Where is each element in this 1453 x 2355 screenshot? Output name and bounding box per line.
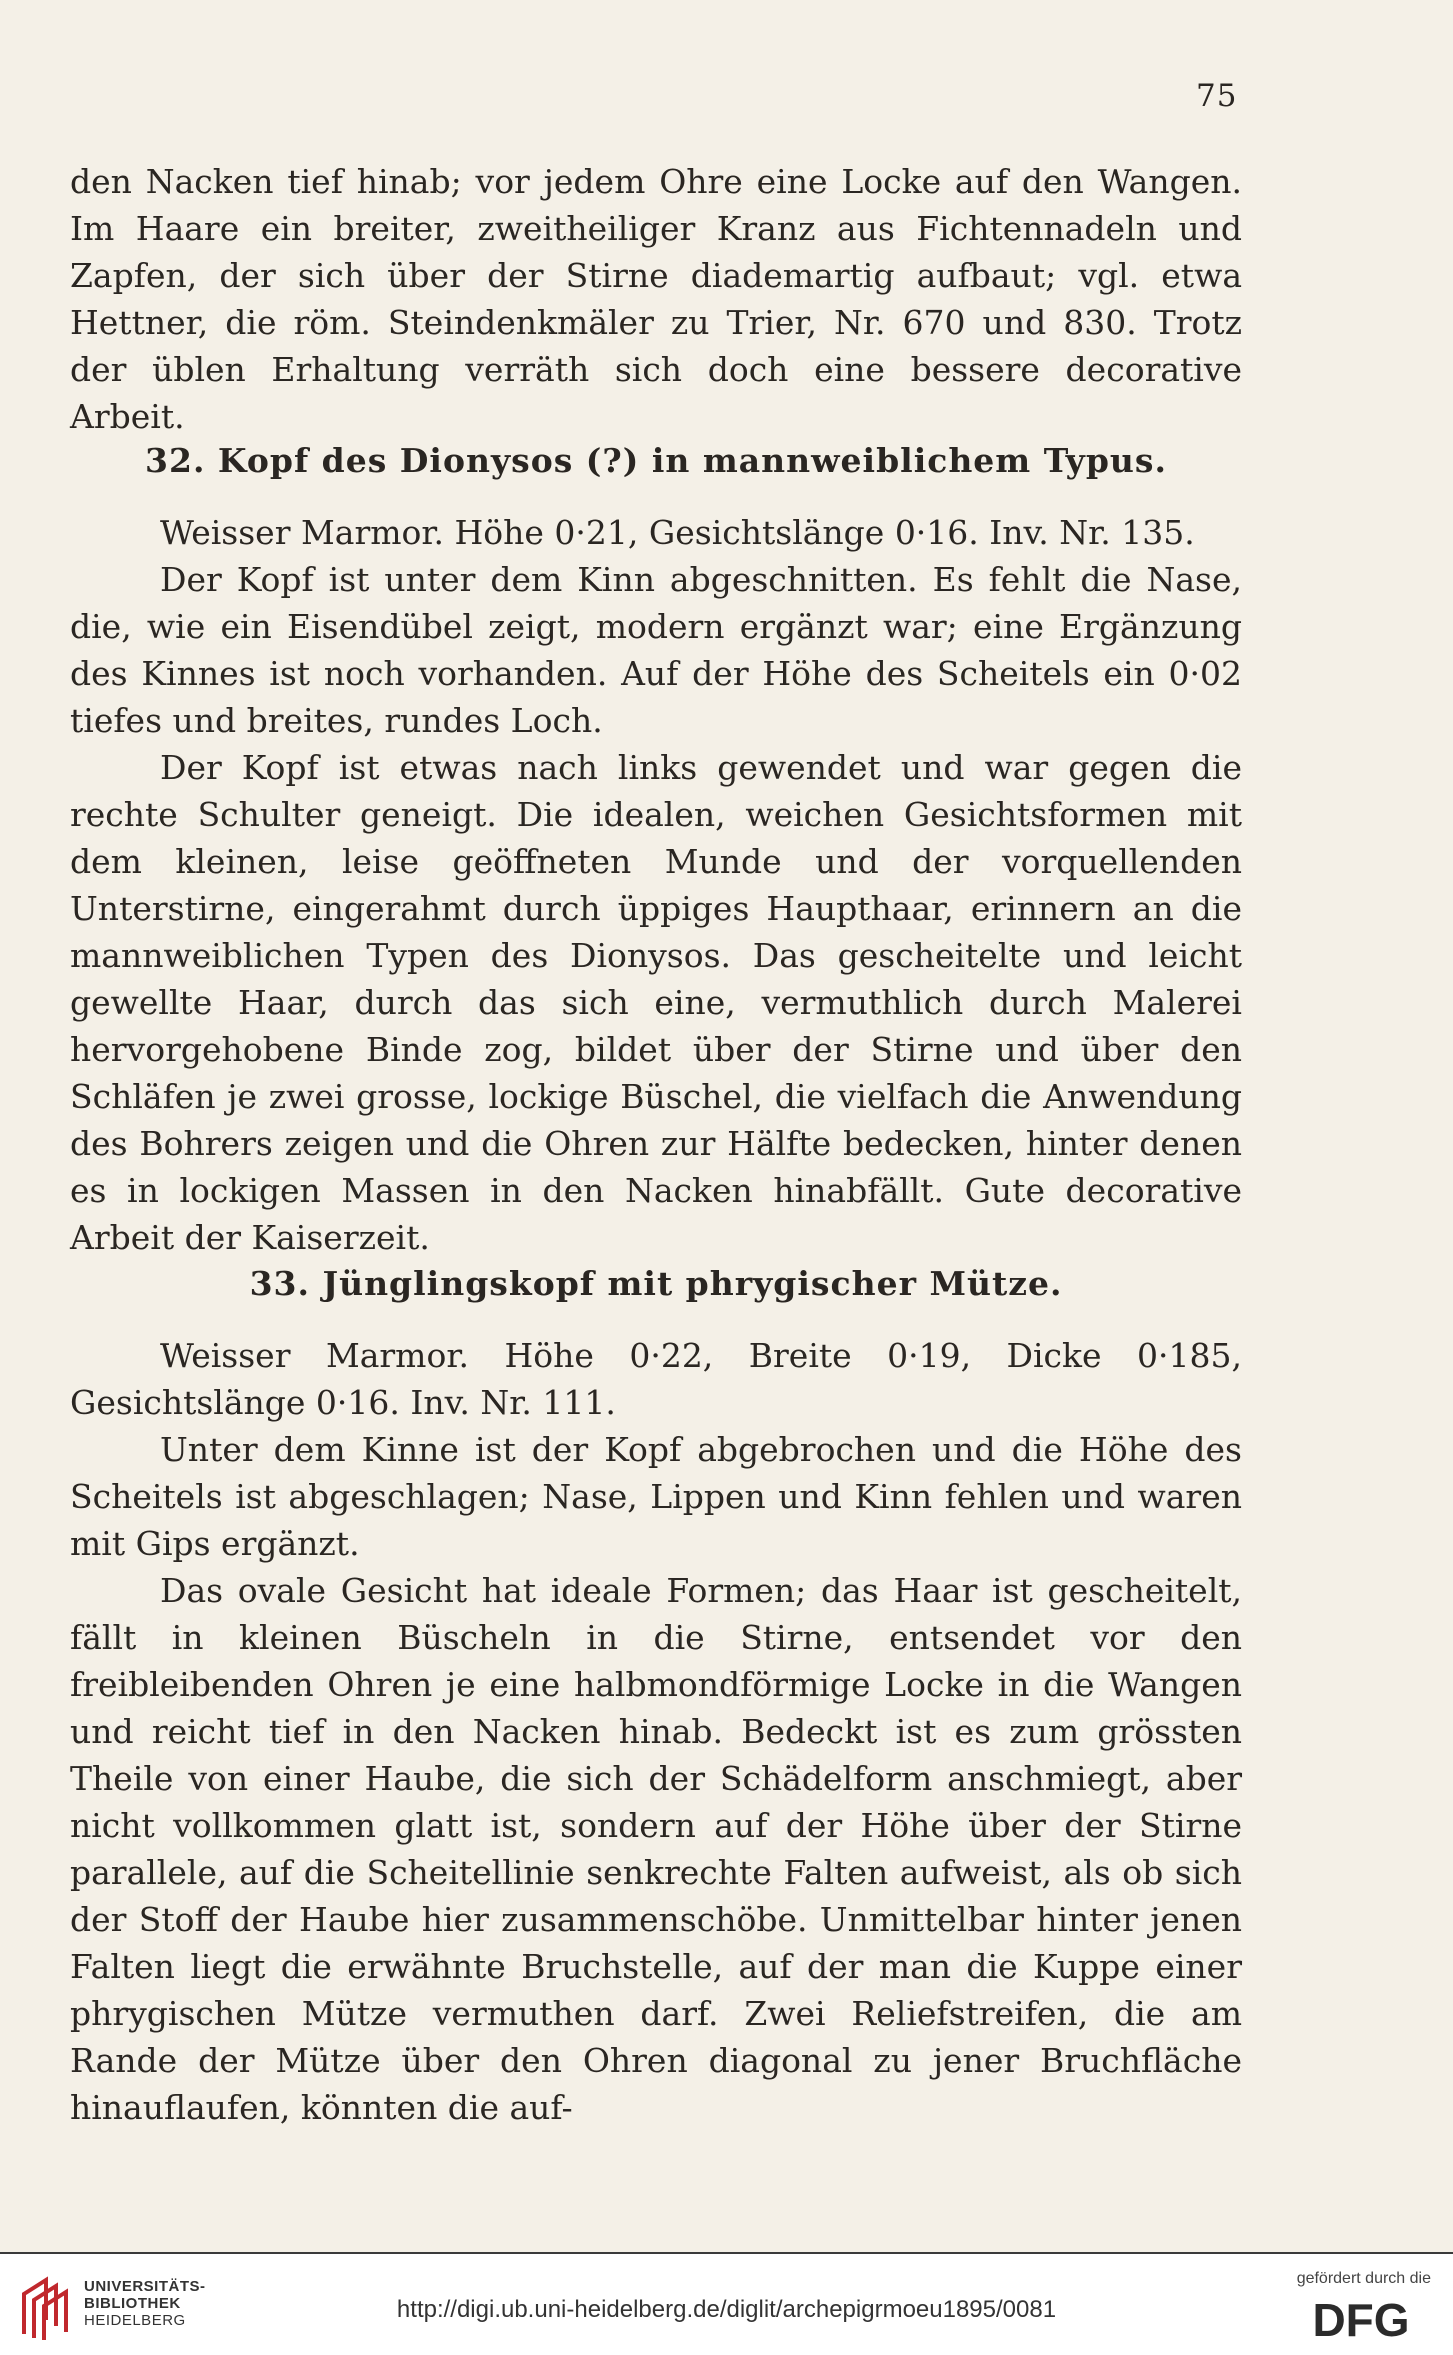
dfg-logo-text: DFG bbox=[1312, 2296, 1410, 2340]
section-32-meta: Weisser Marmor. Höhe 0·21, Gesichtslänge 0·16. Inv. Nr. 135. bbox=[160, 513, 1195, 552]
section-33-heading: 33. Jünglingskopf mit phrygischer Mütze. bbox=[249, 1264, 1063, 1303]
source-url-link[interactable]: http://digi.ub.uni-heidelberg.de/diglit/archepigrmoeu1895/0081 bbox=[396, 2296, 1057, 2323]
funding-note: gefördert durch die bbox=[1296, 2270, 1431, 2287]
library-line-1: UNIVERSITÄTS- bbox=[84, 2278, 206, 2295]
section-32-body bbox=[70, 509, 1242, 1261]
section-33-meta: Weisser Marmor. Höhe 0·22, Breite 0·19, Dicke 0·185, Gesichtslänge 0·16. Inv. Nr. 111. bbox=[70, 1336, 1242, 1422]
intro-text bbox=[70, 158, 1242, 440]
intro-paragraph: den Nacken tief hinab; vor jedem Ohre eine Locke auf den Wangen. Im Haare ein breiter, zweitheiliger Kranz aus Fichtennadeln und Zapfen, der sich über der Stirne diademartig aufbaut; vgl. etwa Hettner, die röm. Steindenkmäler zu Trier, Nr. 670 und 830. Trotz der üblen Erhaltung verräth sich doch eine bessere decorative Arbeit. bbox=[70, 162, 1242, 436]
section-33-paragraph-1: Unter dem Kinne ist der Kopf abgebrochen und die Höhe des Scheitels ist abgeschlagen; Nase, Lippen und Kinn fehlen und waren mit Gips ergänzt. bbox=[70, 1430, 1242, 1563]
section-33-body bbox=[70, 1332, 1242, 2131]
section-33-paragraph-2: Das ovale Gesicht hat ideale Formen; das Haar ist gescheitelt, fällt in kleinen Büscheln in die Stirne, entsendet vor den freibleibenden Ohren je eine halbmondförmige Locke in die Wangen und reicht tief in den Nacken hinab. Bedeckt ist es zum grössten Theile von einer Haube, die sich der Schädelform anschmiegt, aber nicht vollkommen glatt ist, sondern auf der Höhe über der Stirne parallele, auf die Scheitellinie senkrechte Falten aufweist, als ob sich der Stoff der Haube hier zusammenschöbe. Unmittelbar hinter jenen Falten liegt die erwähnte Bruchstelle, auf der man die Kuppe einer phrygischen Mütze vermuthen darf. Zwei Reliefstreifen, die am Rande der Mütze über den Ohren diagonal zu jener Bruchfläche hinauflaufen, könnten die auf- bbox=[70, 1571, 1242, 2127]
library-line-2: BIBLIOTHEK bbox=[84, 2295, 181, 2312]
library-line-3: HEIDELBERG bbox=[84, 2312, 186, 2329]
footer-bar bbox=[0, 2254, 1453, 2355]
page-number: 75 bbox=[1196, 78, 1238, 114]
section-32-paragraph-1: Der Kopf ist unter dem Kinn abgeschnitten. Es fehlt die Nase, die, wie ein Eisendübel zeigt, modern ergänzt war; eine Ergänzung des Kinnes ist noch vorhanden. Auf der Höhe des Scheitels ein 0·02 tiefes und breites, rundes Loch. bbox=[70, 560, 1242, 740]
section-32-paragraph-2: Der Kopf ist etwas nach links gewendet und war gegen die rechte Schulter geneigt. Die idealen, weichen Gesichtsformen mit dem kleinen, leise geöffneten Munde und der vorquellenden Unterstirne, eingerahmt durch üppiges Haupthaar, erinnern an die mannweiblichen Typen des Dionysos. Das gescheitelte und leicht gewellte Haar, durch das sich eine, vermuthlich durch Malerei hervorgehobene Binde zog, bildet über der Stirne und über den Schläfen je zwei grosse, lockige Büschel, die vielfach die Anwendung des Bohrers zeigen und die Ohren zur Hälfte bedecken, hinter denen es in lockigen Massen in den Nacken hinabfällt. Gute decorative Arbeit der Kaiserzeit. bbox=[70, 748, 1242, 1257]
section-32-heading: 32. Kopf des Dionysos (?) in mannweiblichem Typus. bbox=[145, 441, 1167, 480]
dfg-logo-icon bbox=[1291, 2296, 1431, 2340]
